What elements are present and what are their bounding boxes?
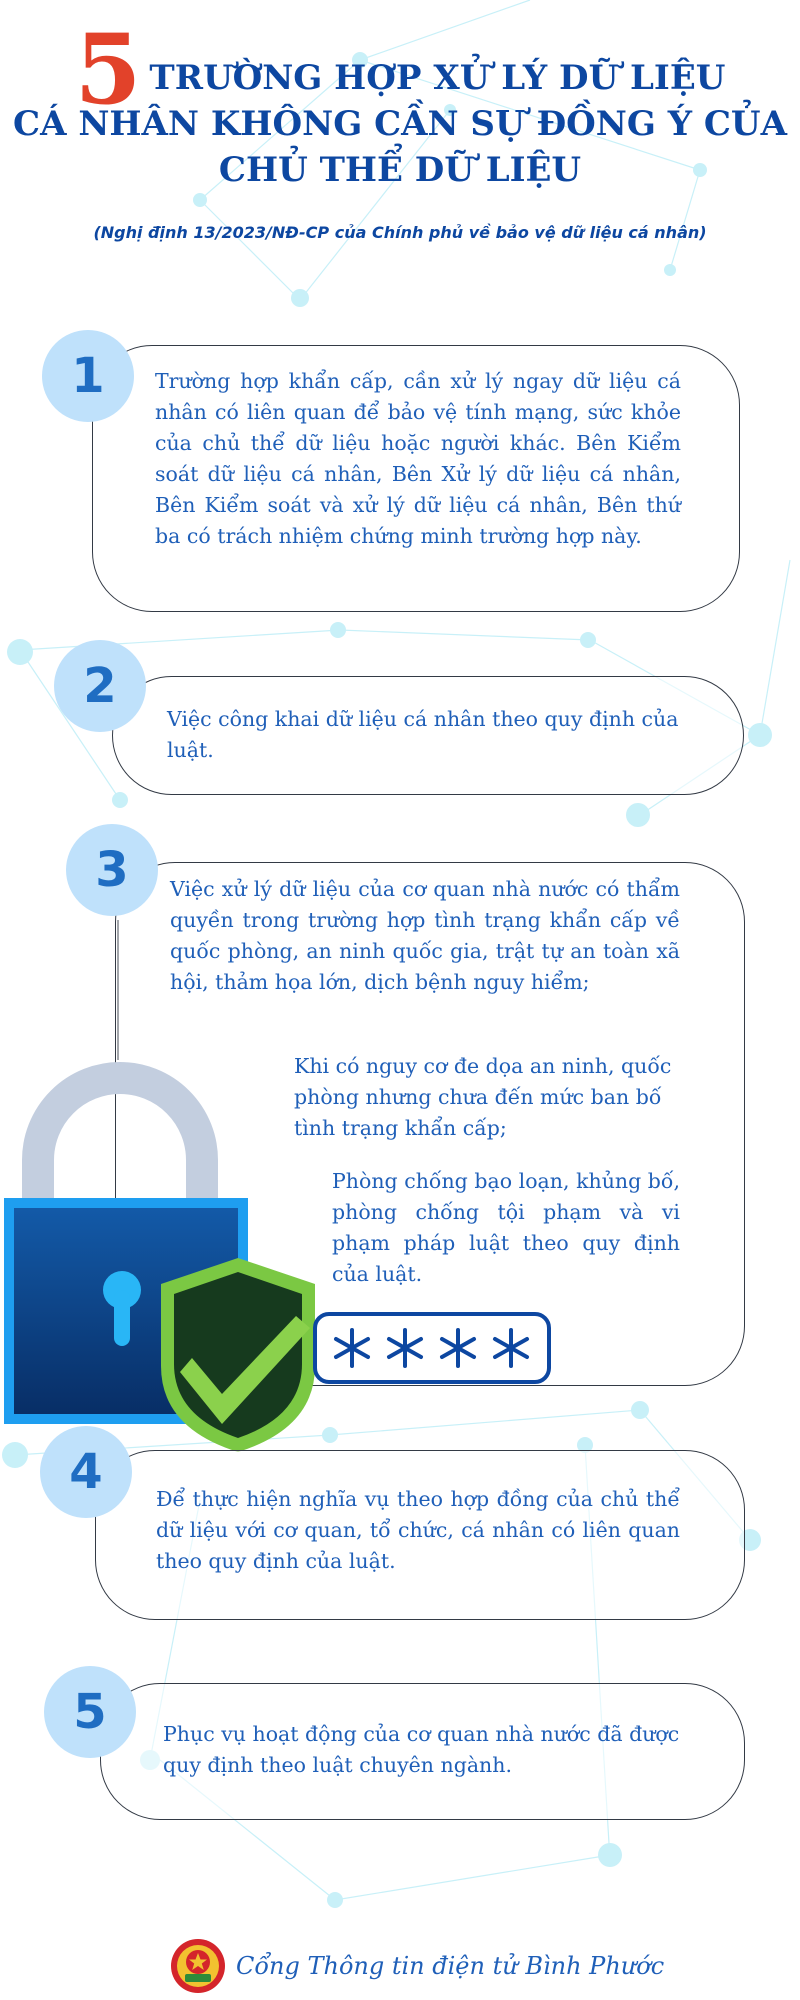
case-1-box [92, 345, 740, 612]
page-header [0, 13, 800, 242]
case-5-box [100, 1683, 745, 1820]
case-5-number: 5 [44, 1666, 136, 1758]
case-5-text: Phục vụ hoạt động của cơ quan nhà nước đã được quy định theo luật chuyên ngành. [163, 1722, 680, 1777]
case-2-text: Việc công khai dữ liệu cá nhân theo quy định của luật. [167, 707, 679, 762]
password-field-icon [315, 1314, 549, 1382]
case-2-number: 2 [54, 640, 146, 732]
title-number: 5 [74, 13, 142, 126]
case-3-text-a: Việc xử lý dữ liệu của cơ quan nhà nước có thẩm quyền trong trường hợp tình trạng khẩn cấp về quốc phòng, an ninh quốc gia, trật tự an toàn xã hội, thảm họa lớn, dịch bệnh nguy hiểm; [170, 877, 680, 994]
title-line-3: CHỦ THỂ DỮ LIỆU [218, 150, 582, 190]
footer-text: Cổng Thông tin điện tử Bình Phước [236, 1952, 665, 1980]
case-1-number: 1 [42, 330, 134, 422]
case-3-number: 3 [66, 824, 158, 916]
case-4-text: Để thực hiện nghĩa vụ theo hợp đồng của chủ thể dữ liệu với cơ quan, tổ chức, cá nhân có liên quan theo quy định của luật. [156, 1487, 680, 1573]
case-3-text-b: Khi có nguy cơ đe dọa an ninh, quốc phòng nhưng chưa đến mức ban bố tình trạng khẩn cấp; [294, 1054, 672, 1140]
security-illustration [0, 1040, 560, 1460]
title-line-2: CÁ NHÂN KHÔNG CẦN SỰ ĐỒNG Ý CỦA [13, 104, 787, 144]
footer [170, 1938, 664, 1994]
case-3-text-c: Phòng chống bạo loạn, khủng bố, phòng chống tội phạm và vi phạm pháp luật theo quy định của luật. [332, 1169, 680, 1286]
case-2-box [112, 676, 744, 795]
binh-phuoc-emblem-icon [170, 1938, 226, 1994]
case-1-text: Trường hợp khẩn cấp, cần xử lý ngay dữ liệu cá nhân có liên quan để bảo vệ tính mạng, sức khỏe của chủ thể dữ liệu hoặc người khác. Bên Kiểm soát dữ liệu cá nhân, Bên Xử lý dữ liệu cá nhân, Bên Kiểm soát và xử lý dữ liệu cá nhân, Bên thứ ba có trách nhiệm chứng minh trường hợp này. [155, 369, 681, 548]
case-4-box [95, 1450, 745, 1620]
subtitle: (Nghị định 13/2023/NĐ-CP của Chính phủ về bảo vệ dữ liệu cá nhân) [93, 223, 707, 242]
title-text-1: TRƯỜNG HỢP XỬ LÝ DỮ LIỆU [149, 58, 726, 98]
case-4-number: 4 [40, 1426, 132, 1518]
